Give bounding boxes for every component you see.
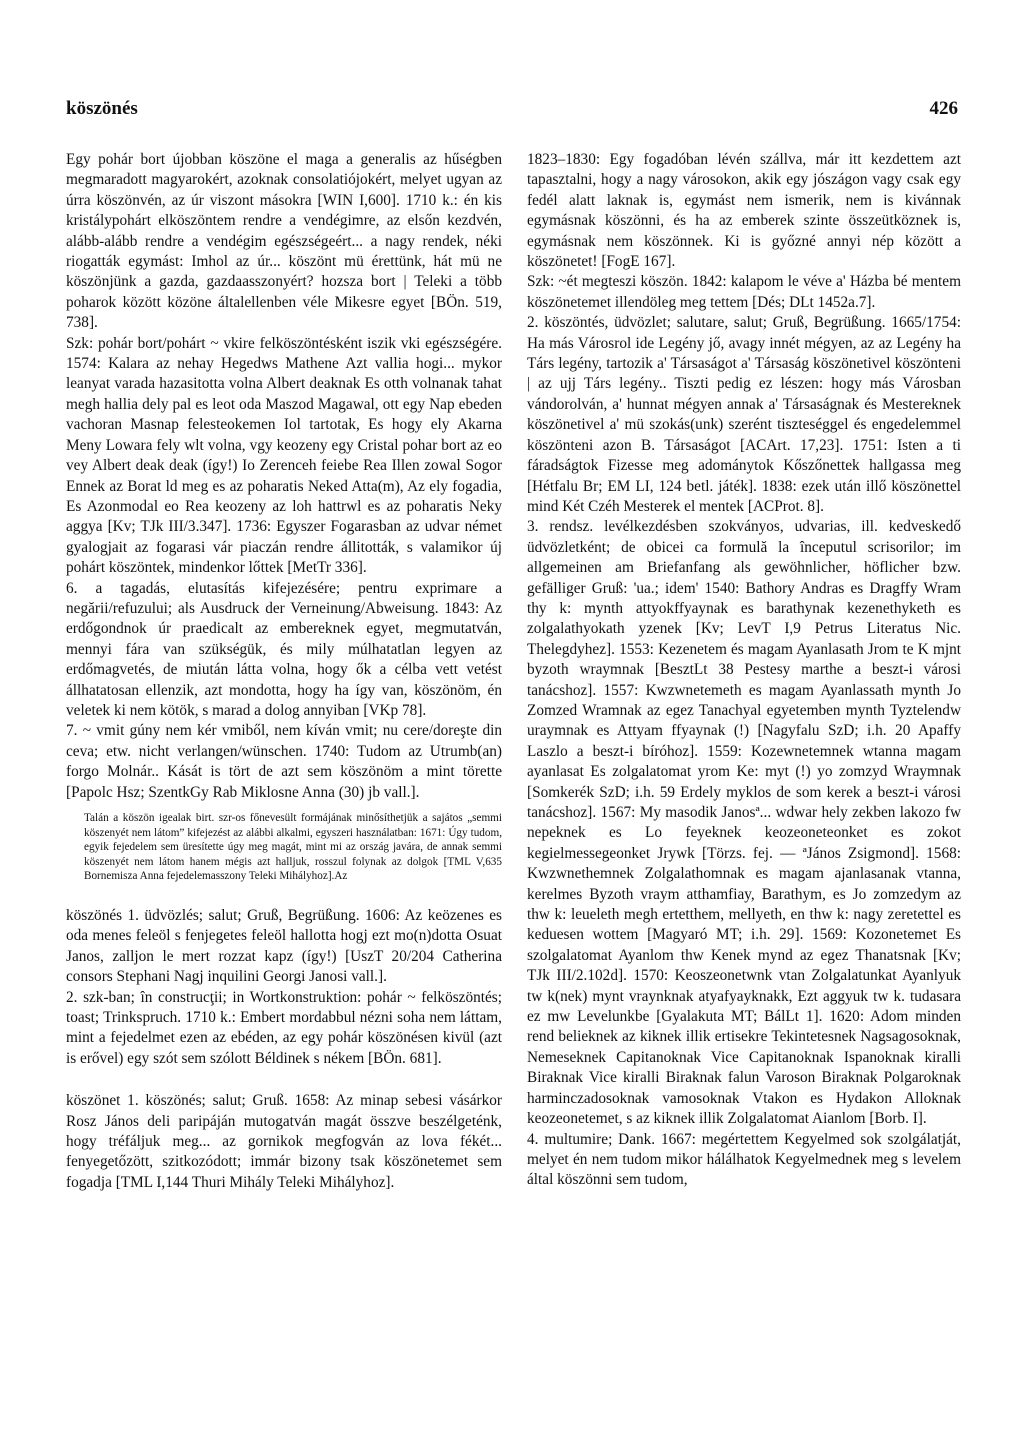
entry-koszones-2: 2. szk-ban; în construcţii; in Wortkonstruktion: pohár ~ felköszöntés; toast; Trinkspruch. 1710 k.: Embert mordabbul nézni soha nem láttam, mint a fejedelmet ezen az ebéden, az egy pohár köszönésen kivül (azt is erővel) egy szót sem szólott Béldinek s nékem [BÖn. 681].: [66, 988, 502, 1067]
paragraph: Egy pohár bort újobban köszöne el maga a generalis az hűségben megmaradott magyarokért, azoknak consolatiójokért, melyet ugyan az úrra köszönvén, az úr viszont másokra [WIN I,600]. 1710 k.: én kis kristálypohárt elköszöntem rendre a vendégimre, az elsőn kezdvén, alább-alább rendre a vendégim egészségeért... a nagy rendek, néki riogatták egymást: Imhol az úr... köszönt mü érettünk, hát mü ne köszönjünk a gazda, gazdaasszonyért? hozsza bort | Teleki a több poharok között közöne általellenben véle Mikesre egyet [BÖn. 519, 738].: [66, 151, 502, 332]
paragraph: Szk: ~ét megteszi köszön. 1842: kalapom le véve a' Házba bé mentem köszönetemet illendöleg meg tettem [Dés; DLt 1452a.7].: [527, 273, 961, 311]
right-column: [527, 150, 961, 1191]
paragraph: 4. multumire; Dank. 1667: megértettem Kegyelmed sok szolgálatját, melyet én nem tudom mikor hálálhatok Kegyelmednek meg s levelem által köszönni sem tudom,: [527, 1130, 961, 1189]
entry-koszonet: köszönet 1. köszönés; salut; Gruß. 1658: Az minap sebesi vásárkor Rosz János deli paripáján mutogatván magát összve beszélgeténk, hogy tréfáljuk meg... az gornikok megfogván az lova fékét... fenyegetőzött, szitkozódott; immár bizony tsak köszönetemet sem fogadja [TML I,144 Thuri Mihály Teleki Mihályhoz].: [66, 1092, 502, 1191]
entry-koszones-1: köszönés 1. üdvözlés; salut; Gruß, Begrüßung. 1606: Az keözenes es oda menes feleöl s fenjegetes feleöl hallotta hogj ezt mo(n)dotta Osuat Janos, zalljon le mert rozzat kapz (így!) [UszT 20/204 Catherina consors Stephani Nagj inquilini Georgi Janosi vall.].: [66, 906, 502, 986]
paragraph: 2. köszöntés, üdvözlet; salutare, salut; Gruß, Begrüßung. 1665/1754: Ha más Városrol ide Legény jő, avagy innét mégyen, az az Legény ha Társ legény, tartozik a' Társaságot a' Társaság köszönetivel köszönteni | az ujj Társ legény.. Tiszti pedig ez lészen: hogy más Városban vándorolván, a' hunnat mégyen annak a' Társaságnak és Mestereknek köszönetivel a' mü szokás(unk) szerént tiszteséggel és engedelemmel köszönteni azon B. Társaságot [ACArt. 17,23]. 1751: Isten a ti fáradságtok Fizesse meg adománytok Kőszőnettek hallgassa meg [Hétfalu Br; EM LI, 124 betl. játék]. 1838: ezek után illő köszönettel mind Két Czéh Mesterek el mentek [ACProt. 8].: [527, 314, 961, 515]
footnote: Talán a köszön igealak birt. szr-os főnevesült formájának minősíthetjük a sajátos „semmi köszenyét nem látom” kifejezést az alábbi alkalmi, egyszeri használatban: 1671: Úgy tudom, egyik fejedelem sem üresítette úgy meg magát, mint mi az ország javára, de annak semmi köszenyét nem látom hanem mégis azt halljuk, rosszul folynak az dolgok [TML V,635 Bornemisza Anna fejedelemasszony Teleki Mihályhoz].Az: [84, 812, 502, 883]
page-header: [66, 98, 958, 128]
paragraph: 6. a tagadás, elutasítás kifejezésére; pentru exprimare a negării/refuzului; als Ausdruck der Verneinung/Abweisung. 1843: Az erdőgondnok úr praedicalt az embereknek egyet, megmutatván, mennyi fára van szükségük, és mily múlhatatlan legyen az erdőmagvetés, de miután látta volna, hogy ők a célba vett vetést állhatatosan ellenzik, azt mondotta, hogy ha így van, köszönöm, én veletek ki nem kötök, s marad a dolog annyiban [VKp 78].: [66, 579, 502, 719]
left-column: [66, 150, 502, 1193]
page-number: 426: [929, 98, 958, 119]
paragraph: 7. ~ vmit gúny nem kér vmiből, nem kíván vmit; nu cere/doreşte din ceva; etw. nicht verlangen/wünschen. 1740: Tudom az Utrumb(an) forgo Molnár.. Kását is tört de azt sem köszönöm a mint törette [Papolc Hsz; SzentkGy Rab Miklosne Anna (30) jb vall.].: [66, 722, 502, 801]
paragraph: 3. rendsz. levélkezdésben szokványos, udvarias, ill. kedveskedő üdvözletként; de obicei ca formulă la începutul scrisorilor; im allgemeinen am Briefanfang als gewöhnlicher, höflicher bzw. gefälliger Gruß: 'ua.; idem' 1540: Bathory Andras es Dragffy Wram thy k: mynth attyokffyaynak es barathynak kezenethyketh es zolgalathyokath yzenek [Kv; LevT I,9 Petrus Literatus Nic. Thelegdyhez]. 1553: Kezenetem és magam Ayanlasath Jrom te K mjnt byzoth wraymnak [BesztLt 38 Pestesy marthe a beszt-i városi tanácshoz]. 1557: Kwzwnetemeth es magam Ayanlassath mynth Jo Zomzed Wramnak az egez Tanachyal egyetemben mynth Tyztelendw uraymnak es Attyam ffyaynak (!) [Nagyfalu SzD; i.h. 20 Apaffy Laszlo a beszt-i bíróhoz]. 1559: Kozewnetemnek wtanna magam ayanlasat Es zolgalatomat yrom Ke: myt (!) yo zomzyd Wraymnak [Somkerék SzD; i.h. 59 Erdely myklos de som kerek a beszt-i városi tanácshoz]. 1567: My masodik Janosª... wdwar hely zekben lakozo fw nepeknek es Lo feyeknek keozeoneteonket es zokot kegielmessegeonket Jrywk [Törzs. fej. — ªJános Zsigmond]. 1568: Kwzwnethemnek Zolgalathomnak es magam ajanlasanak vtanna, kerelmes Byzoth vraym atthamfiay, Barathym, es Jo zomzedym az thw k: leueleth megh ertetthem, mellyeth, en thw k: nagy zeretettel es keduesen wottem [Magyaró MT; i.h. 29]. 1569: Kozonetemet Es szolgalatomat Ayanlom thw Kenek mynd az egez Thanatsnak [Kv; TJk III/2.102d]. 1570: Keoszeonetwnk vtan Zolgalatunkat Ayanlyuk tw k(nek) mynt vraynknak atyafyayknakk, Ezt aggyuk tw k. tudasara ez mw Levelunkbe [Gyalakuta MT; BálLt 1]. 1620: Adom minden rend belieknek az kiknek illik ertisekre Tekintetesnek Nagsagosoknak, Nemeseknek Capitanoknak Vice Capitanoknak Ispanoknak kiralli Biraknak Vice kiralli Biraknak falun Varoson Biraknak Polgaroknak harminczadosoknak vamosoknak Vtakon es Hydakon Alloknak keozeonetemet, s az kiknek illik Zolgalatomat Aianlom [Borb. I].: [527, 518, 961, 1128]
paragraph: Szk: pohár bort/pohárt ~ vkire felköszöntésként iszik vki egészségére. 1574: Kalara az nehay Hegedws Mathene Azt vallia hogi... mykor leanyat varada hazasitotta volna Albert deaknak Es otth volnanak tahat megh hallia dely pal es leot oda Maszod Magawal, ott egy Nap ebeden vachoran Masnap felesteokemen Iol tartotak, Es hogy ely Akarna Meny Lowara fely wlt volna, vgy keozeny egy Cristal pohar bort az eo vey Albert deak deak (így!) Io Zerenceh feiebe Rea Illen zowal Sogor Ennek az Borat ld meg es az poharatis Neked Atta(m), Az ely fogadia, Es Azonmodal eo Rea keozeny az loh hattrwl es az poharatis Neky aggya [Kv; TJk III/3.347]. 1736: Egyszer Fogarasban az udvar német gyalogjait az fogarasi vár piaczán rendre állitották, s valamikor új pohárt köszöntek, mindenkor lőttek [MetTr 336].: [66, 334, 502, 577]
running-headword: köszönés: [66, 98, 138, 119]
paragraph: 1823–1830: Egy fogadóban lévén szállva, már itt kezdettem azt tapasztalni, hogy a nagy városokon, akik egy jószágon vagy csak egy fedél alatt laknak is, egymást nem ismerik, nem is kivánnak egymásnak köszönni, és ha az emberek szinte összeütköznek is, egymásnak nem köszönnek. Ki is győzné annyi nép között a köszönetet! [FogE 167].: [527, 151, 961, 271]
